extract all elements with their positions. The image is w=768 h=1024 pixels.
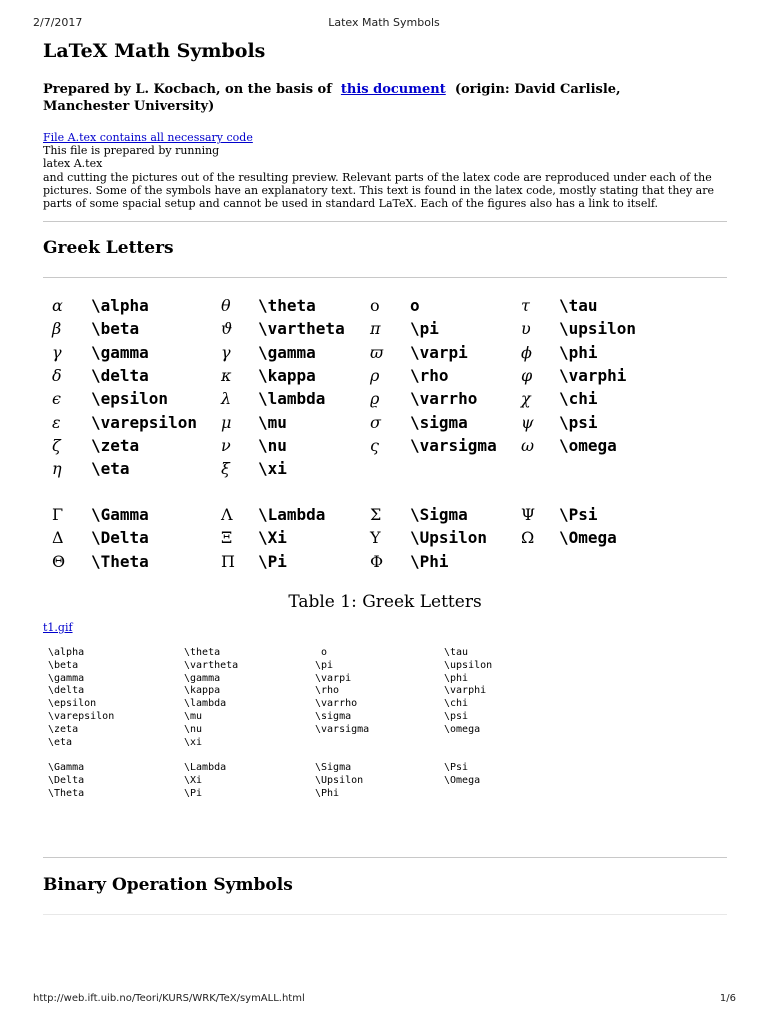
greek-glyph: o: [370, 296, 380, 315]
latex-command: \Delta: [91, 528, 149, 548]
latex-command: \Sigma: [410, 505, 468, 524]
latex-command: \nu: [258, 435, 287, 455]
greek-glyph: δ: [52, 365, 62, 385]
page-number: 1/6: [719, 993, 736, 1004]
greek-glyph: π: [370, 319, 381, 339]
greek-glyph: Φ: [370, 551, 384, 571]
latex-command: \vartheta: [258, 319, 345, 339]
divider: [43, 221, 727, 222]
greek-glyph: ν: [221, 435, 231, 455]
greek-glyph: α: [52, 296, 63, 315]
latex-code-column: o \pi \varpi \rho \varrho \sigma \varsigma \Sigma \Upsilon \Phi: [315, 647, 370, 799]
file-a-tex-link[interactable]: File A.tex contains all necessary code: [43, 131, 253, 144]
latex-command: \zeta: [91, 435, 140, 455]
table-caption: Table 1: Greek Letters: [288, 592, 482, 612]
latex-command: \psi: [559, 412, 598, 432]
latex-command: \gamma: [91, 342, 149, 362]
intro-text: [43, 131, 733, 210]
greek-glyph: ϕ: [521, 342, 532, 362]
latex-command: \Theta: [91, 551, 149, 571]
latex-command: \varsigma: [410, 435, 497, 455]
prepared-by: [43, 81, 673, 115]
greek-glyph: ω: [521, 435, 535, 455]
footer-url: http://web.ift.uib.no/Teori/KURS/WRK/TeX/symALL.html: [33, 993, 305, 1004]
greek-glyph: γ: [52, 342, 62, 362]
latex-command: \phi: [559, 342, 598, 362]
latex-command: \varepsilon: [91, 412, 197, 432]
latex-command: \varrho: [410, 389, 478, 409]
print-title: Latex Math Symbols: [328, 16, 440, 29]
greek-glyph: Θ: [52, 551, 66, 571]
latex-command: \Upsilon: [410, 528, 488, 548]
greek-glyph: ξ: [221, 459, 230, 479]
latex-command: \omega: [559, 435, 617, 455]
greek-glyph: χ: [521, 389, 531, 409]
greek-glyph: ε: [52, 412, 61, 432]
intro-line-2: latex A.tex: [43, 157, 103, 171]
intro-line-3: and cutting the pictures out of the resulting preview. Relevant parts of the latex code are reproduced under each of the pictures. Some of the symbols have an explanatory text. This text is found in the latex code, mostly stating that they are parts of some spacial setup and cannot be used in standard LaTeX. Each of the figures also has a link to itself.: [43, 170, 714, 211]
greek-glyph: ϵ: [52, 389, 61, 409]
latex-command: \Lambda: [258, 505, 326, 524]
latex-command: \kappa: [258, 365, 316, 385]
greek-glyph: Π: [221, 551, 235, 571]
greek-glyph: η: [52, 459, 62, 479]
latex-command: \rho: [410, 365, 449, 385]
greek-glyph: ϖ: [370, 342, 384, 362]
t1-gif-link[interactable]: t1.gif: [43, 621, 73, 634]
latex-command: \upsilon: [559, 319, 637, 339]
greek-glyph: ρ: [370, 365, 380, 385]
latex-command: \lambda: [258, 389, 326, 409]
latex-command: \tau: [559, 296, 598, 315]
greek-glyph: Λ: [221, 505, 233, 524]
divider: [43, 857, 727, 858]
greek-glyph: ζ: [52, 435, 61, 455]
prepared-suffix: (origin: David Carlisle, Manchester University): [43, 82, 621, 114]
latex-command: \xi: [258, 459, 287, 479]
latex-command: \chi: [559, 389, 598, 409]
greek-glyph: Σ: [370, 505, 382, 524]
greek-glyph: ϑ: [221, 319, 233, 339]
latex-command: \delta: [91, 365, 149, 385]
greek-glyph: σ: [370, 412, 381, 432]
latex-command: \theta: [258, 296, 316, 315]
latex-command: \Gamma: [91, 505, 149, 524]
greek-glyph: γ: [221, 342, 231, 362]
greek-glyph: Ξ: [221, 528, 233, 548]
latex-command: \Xi: [258, 528, 287, 548]
greek-glyph: τ: [521, 296, 530, 315]
greek-glyph: λ: [221, 389, 232, 409]
latex-command: \Psi: [559, 505, 598, 524]
greek-glyph: θ: [221, 296, 231, 315]
latex-command: \Phi: [410, 551, 449, 571]
latex-command: o: [410, 296, 420, 315]
print-date: 2/7/2017: [33, 16, 83, 29]
latex-command: \eta: [91, 459, 130, 479]
latex-command: \Pi: [258, 551, 287, 571]
greek-glyph: Υ: [370, 528, 381, 548]
intro-line-1: This file is prepared by running: [43, 144, 220, 158]
greek-glyph: φ: [521, 365, 533, 385]
latex-code-column: \theta \vartheta \gamma \kappa \lambda \mu \nu \xi \Lambda \Xi \Pi: [184, 647, 239, 799]
latex-command: \pi: [410, 319, 439, 339]
latex-command: \beta: [91, 319, 140, 339]
page-title: LaTeX Math Symbols: [43, 40, 266, 62]
greek-glyph: ψ: [521, 412, 534, 432]
latex-command: \varphi: [559, 365, 627, 385]
latex-command: \mu: [258, 412, 287, 432]
greek-glyph: Ω: [521, 528, 535, 548]
greek-letters-heading: Greek Letters: [43, 238, 174, 258]
greek-glyph: μ: [221, 412, 232, 432]
greek-glyph: Δ: [52, 528, 64, 548]
prepared-prefix: Prepared by L. Kocbach, on the basis of: [43, 82, 332, 97]
greek-glyph: Γ: [52, 505, 64, 524]
latex-code-column: \tau \upsilon \phi \varphi \chi \psi \omega \Psi \Omega: [444, 647, 493, 786]
greek-glyph: κ: [221, 365, 232, 385]
greek-glyph: Ψ: [521, 505, 536, 524]
greek-glyph: β: [52, 319, 62, 339]
binary-operation-heading: Binary Operation Symbols: [43, 875, 293, 895]
greek-glyph: ς: [370, 435, 379, 455]
greek-symbol-table[interactable]: [43, 294, 727, 574]
latex-command: \sigma: [410, 412, 468, 432]
divider: [43, 277, 727, 278]
divider: [43, 914, 727, 915]
latex-command: \varpi: [410, 342, 468, 362]
latex-command: \Omega: [559, 528, 617, 548]
latex-command: \alpha: [91, 296, 149, 315]
greek-glyph: υ: [521, 319, 531, 339]
latex-command: \epsilon: [91, 389, 169, 409]
latex-command: \gamma: [258, 342, 316, 362]
this-document-link[interactable]: this document: [340, 82, 446, 97]
latex-code-column: \alpha \beta \gamma \delta \epsilon \varepsilon \zeta \eta \Gamma \Delta \Theta: [48, 647, 115, 799]
greek-glyph: ϱ: [370, 389, 380, 409]
